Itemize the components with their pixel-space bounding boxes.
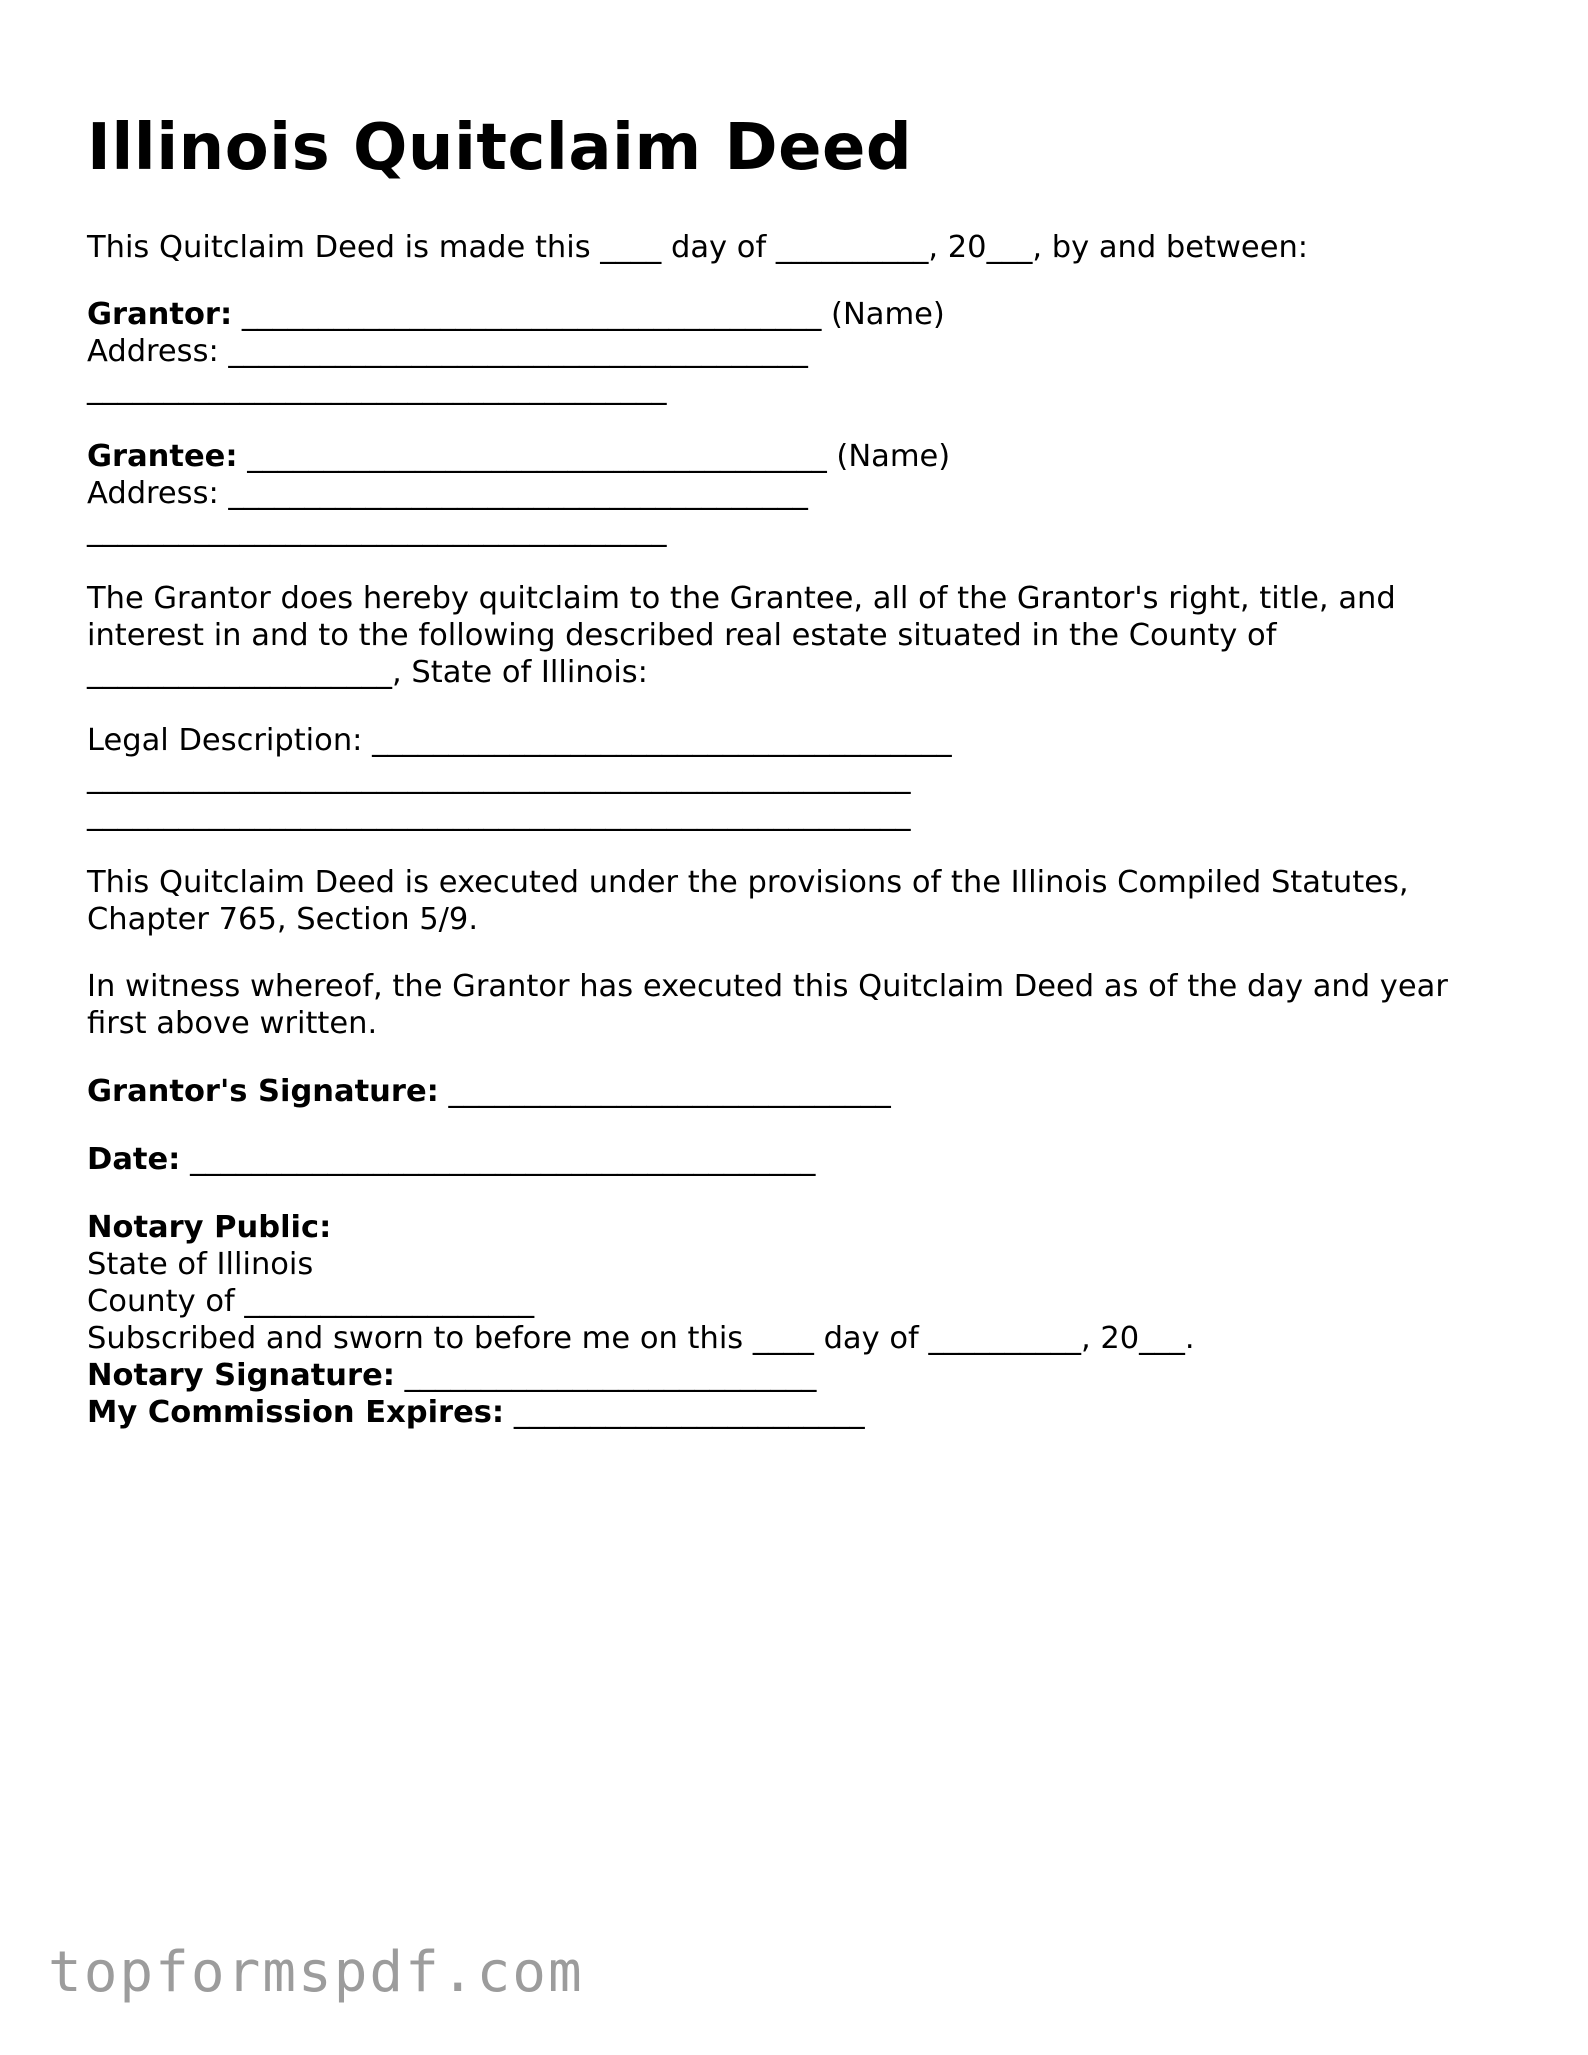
date-label: Date: — [87, 1142, 181, 1177]
grantor-signature-label: Grantor's Signature: — [87, 1074, 439, 1109]
legal-description-line-3: ______________________________________________________ — [87, 797, 911, 832]
notary-signature-blank: ___________________________ — [394, 1358, 817, 1393]
notary-heading: Notary Public: — [87, 1210, 332, 1245]
conveyance-line-3: ____________________, State of Illinois: — [87, 655, 648, 690]
grantor-name-line — [87, 296, 945, 333]
intro-line: This Quitclaim Deed is made this ____ day of __________, 20___, by and between: — [87, 230, 1309, 265]
witness-line-2: first above written. — [87, 1006, 378, 1041]
commission-expires-blank: _______________________ — [504, 1395, 865, 1430]
grantee-address-line-2: ______________________________________ — [87, 513, 667, 548]
grantee-name-blank: ______________________________________ (Name) — [237, 439, 951, 474]
legal-description-line-2: ______________________________________________________ — [87, 760, 911, 795]
notary-sworn: Subscribed and sworn to before me on this ____ day of __________, 20___. — [87, 1321, 1195, 1356]
grantor-name-blank: ______________________________________ (Name) — [232, 297, 945, 332]
commission-expires-label: My Commission Expires: — [87, 1395, 505, 1430]
notary-state: State of Illinois — [87, 1247, 314, 1282]
grantor-label: Grantor: — [87, 297, 233, 332]
grantee-label: Grantee: — [87, 439, 238, 474]
grantee-address-line: Address: ______________________________________ — [87, 476, 808, 511]
date-blank: _________________________________________ — [180, 1142, 816, 1177]
commission-expires-line — [87, 1394, 865, 1431]
notary-county: County of ___________________ — [87, 1284, 535, 1319]
notary-signature-label: Notary Signature: — [87, 1358, 395, 1393]
document-title: Illinois Quitclaim Deed — [87, 111, 913, 185]
notary-signature-line — [87, 1357, 816, 1394]
statute-line-2: Chapter 765, Section 5/9. — [87, 902, 479, 937]
date-line — [87, 1141, 815, 1178]
statute-line-1: This Quitclaim Deed is executed under the provisions of the Illinois Compiled Statutes, — [87, 865, 1409, 900]
grantor-address-line: Address: ______________________________________ — [87, 334, 808, 369]
grantor-address-line-2: ______________________________________ — [87, 371, 667, 406]
witness-line-1: In witness whereof, the Grantor has executed this Quitclaim Deed as of the day and year — [87, 969, 1448, 1004]
conveyance-line-1: The Grantor does hereby quitclaim to the Grantee, all of the Grantor's right, title, and — [87, 581, 1396, 616]
grantor-signature-line — [87, 1073, 891, 1110]
legal-description-line-1: Legal Description: ______________________________________ — [87, 723, 952, 758]
conveyance-line-2: interest in and to the following described real estate situated in the County of — [87, 618, 1277, 653]
grantor-signature-blank: _____________________________ — [438, 1074, 891, 1109]
watermark: topformspdf.com — [48, 1940, 584, 2005]
grantee-name-line — [87, 438, 950, 475]
